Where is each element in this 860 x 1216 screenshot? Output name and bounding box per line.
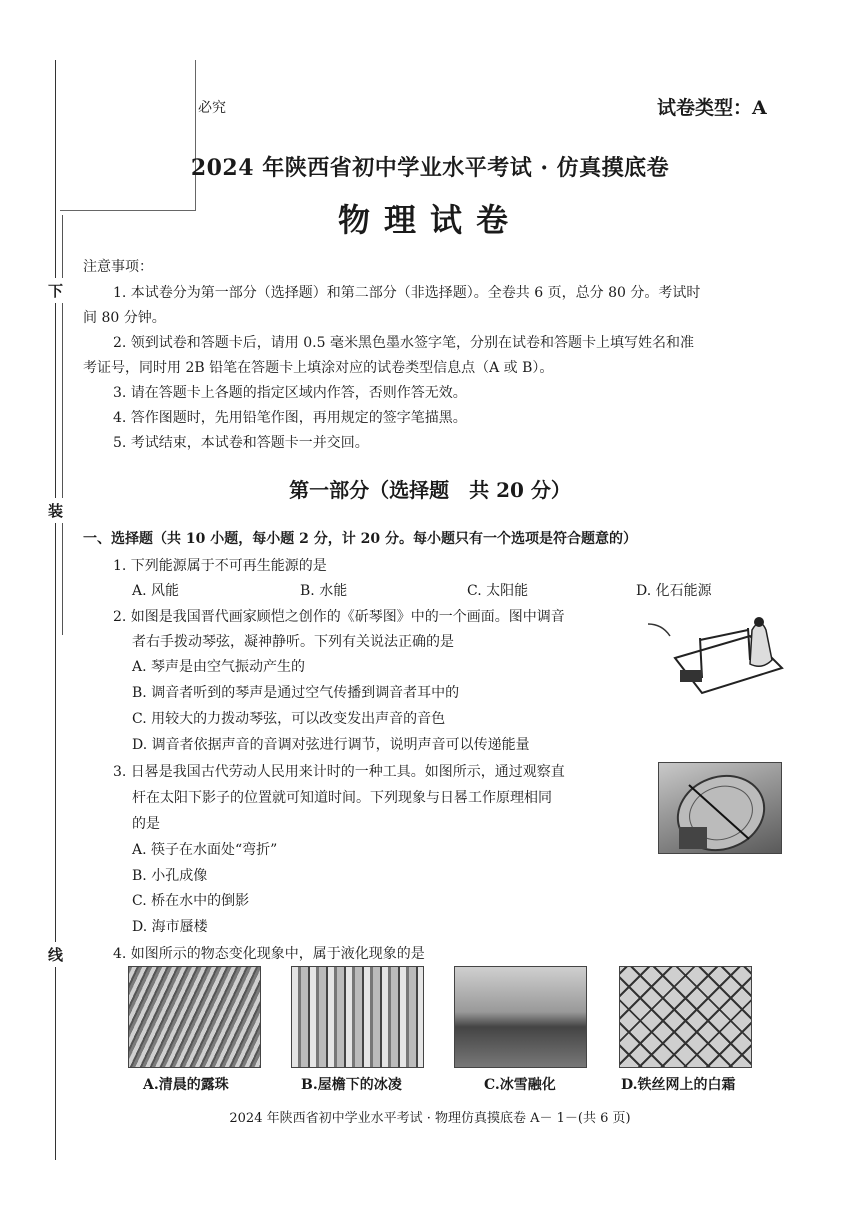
q2-stem-line: 者右手拨动琴弦，凝神静听。下列有关说法正确的是 [132, 634, 454, 650]
q4-caption-c: C.冰雪融化 [484, 1077, 556, 1093]
seal-box [60, 60, 196, 211]
q2-option-a: A. 琴声是由空气振动产生的 [132, 659, 306, 675]
notice-item: 2. 领到试卷和答题卡后，请用 0.5 毫米黑色墨水签字笔，分别在试卷和答题卡上填写姓名和准 [113, 335, 694, 351]
subject-title: 物理试卷 [337, 201, 522, 239]
q4-caption-a: A.清晨的露珠 [143, 1077, 229, 1093]
q4-image-icicles [291, 966, 424, 1068]
q3-option-a: A. 筷子在水面处“弯折” [132, 842, 278, 858]
q2-option-b: B. 调音者听到的琴声是通过空气传播到调音者耳中的 [132, 685, 460, 701]
q3-option-d: D. 海市蜃楼 [132, 919, 208, 935]
q4-image-dew [128, 966, 261, 1068]
q1-option-b: B. 水能 [300, 583, 348, 599]
q3-stem-line: 3. 日晷是我国古代劳动人民用来计时的一种工具。如图所示，通过观察直 [113, 764, 565, 780]
q1-option-c: C. 太阳能 [467, 583, 529, 599]
q4-caption-b: B.屋檐下的冰凌 [301, 1077, 402, 1093]
binding-char-xia: 下 [48, 278, 63, 303]
q2-guqin-illustration [640, 608, 790, 698]
exam-title: 2024 年陕西省初中学业水平考试 · 仿真摸底卷 [190, 155, 670, 181]
seal-text: 必究 [198, 100, 226, 116]
q4-caption-d: D.铁丝网上的白霜 [621, 1077, 736, 1093]
q3-stem-line: 的是 [132, 816, 160, 832]
section-intro: 一、选择题（共 10 小题，每小题 2 分，计 20 分。每小题只有一个选项是符合题意的） [83, 531, 637, 547]
q4-image-melting-snow [454, 966, 587, 1068]
q2-option-c: C. 用较大的力拨动琴弦，可以改变发出声音的音色 [132, 711, 446, 727]
q1-option-a: A. 风能 [132, 583, 180, 599]
notice-item: 4. 答作图题时，先用铅笔作图，再用规定的签字笔描黑。 [113, 410, 467, 426]
part-one-title: 第一部分（选择题 共 20 分） [289, 478, 571, 502]
notice-heading: 注意事项： [83, 259, 153, 275]
notice-item: 1. 本试卷分为第一部分（选择题）和第二部分（非选择题）。全卷共 6 页，总分 80 分。考试时 [113, 285, 701, 301]
paper-type-label: 试卷类型：A [657, 97, 767, 119]
page-footer: 2024 年陕西省初中学业水平考试 · 物理仿真摸底卷 A－ 1－(共 6 页) [229, 1111, 631, 1126]
q3-stem-line: 杆在太阳下影子的位置就可知道时间。下列现象与日晷工作原理相同 [132, 790, 552, 806]
notice-item: 考证号，同时用 2B 铅笔在答题卡上填涂对应的试卷类型信息点（A 或 B）。 [83, 360, 554, 376]
q3-sundial-photo [658, 762, 782, 854]
q1-option-d: D. 化石能源 [636, 583, 712, 599]
q3-option-c: C. 桥在水中的倒影 [132, 893, 250, 909]
binding-char-zhuang: 装 [48, 498, 63, 523]
q3-option-b: B. 小孔成像 [132, 868, 208, 884]
q2-option-d: D. 调音者依据声音的音调对弦进行调节，说明声音可以传递能量 [132, 737, 530, 753]
notice-item: 3. 请在答题卡上各题的指定区域内作答，否则作答无效。 [113, 385, 467, 401]
binding-char-xian: 线 [48, 942, 63, 967]
q1-stem: 1. 下列能源属于不可再生能源的是 [113, 558, 327, 574]
notice-item: 间 80 分钟。 [83, 310, 166, 326]
q4-image-frost-wire [619, 966, 752, 1068]
q4-stem: 4. 如图所示的物态变化现象中，属于液化现象的是 [113, 946, 425, 962]
notice-item: 5. 考试结束，本试卷和答题卡一并交回。 [113, 435, 369, 451]
q2-stem-line: 2. 如图是我国晋代画家顾恺之创作的《斫琴图》中的一个画面。图中调音 [113, 609, 565, 625]
